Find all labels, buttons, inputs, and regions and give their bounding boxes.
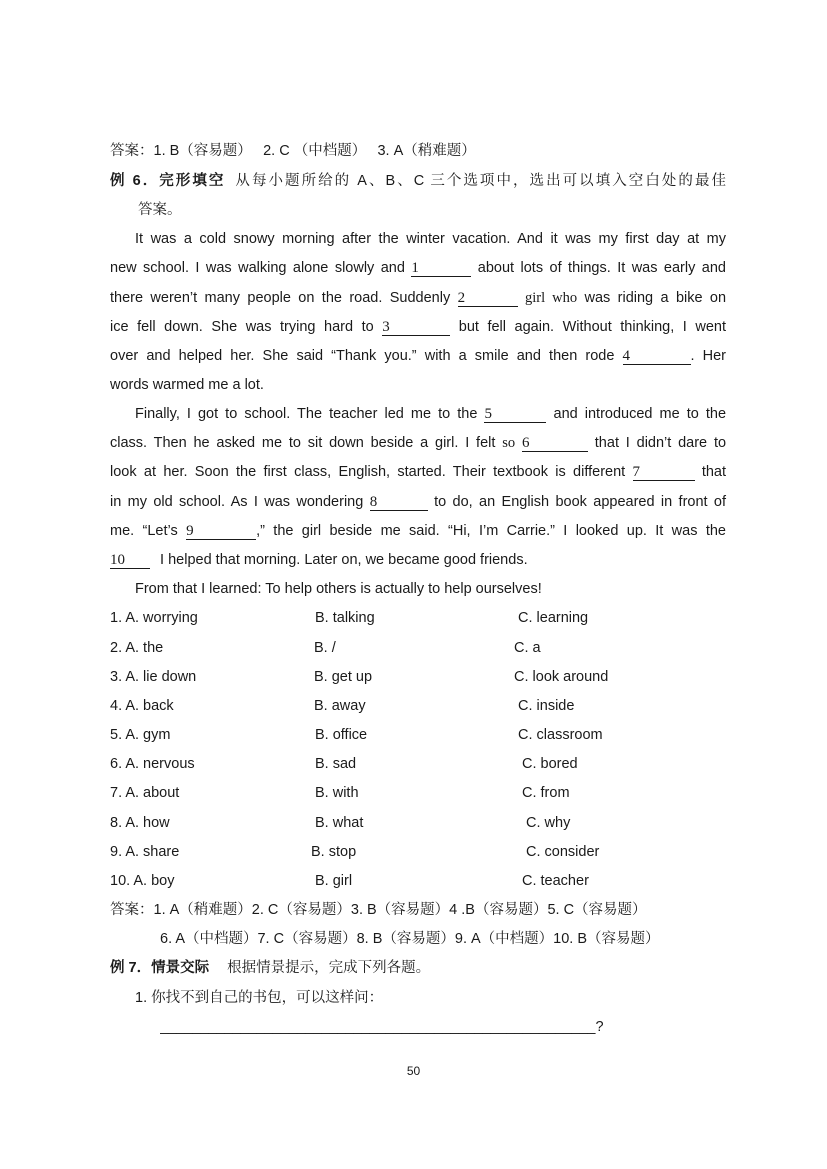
blank-4: 4 bbox=[623, 348, 691, 365]
passage-line-8: class. Then he asked me to sit down beside a girl. I felt so 6 that I didn’t dare to bbox=[110, 435, 727, 451]
option-row: 10. A. boy B. girl C. teacher bbox=[110, 873, 589, 889]
option-row: 2. A. the B. / C. a bbox=[110, 640, 541, 656]
answers-top: 答案：1. B（容易题） 2. C （中档题） 3. A（稍难题） bbox=[110, 143, 476, 159]
passage-line-3: there weren’t many people on the road. Suddenly 2 girl who was riding a bike on bbox=[110, 290, 727, 306]
passage-line-4: ice fell down. She was trying hard to 3 but fell again. Without thinking, I went bbox=[110, 319, 727, 335]
blank-6: 6 bbox=[522, 435, 588, 452]
example-7-label: 例 7．情景交际 bbox=[110, 960, 210, 976]
passage-line-12: 10 I helped that morning. Later on, we became good friends. bbox=[110, 552, 528, 568]
example-6-instruction: 从每小题所给的 A、B、C 三个选项中，选出可以填入空白处的最佳 bbox=[235, 173, 726, 189]
option-row: 8. A. how B. what C. why bbox=[110, 815, 571, 831]
option-row: 9. A. share B. stop C. consider bbox=[110, 844, 600, 860]
blank-7: 7 bbox=[633, 464, 695, 481]
blank-3: 3 bbox=[382, 319, 450, 336]
blank-1: 1 bbox=[411, 260, 471, 277]
passage-line-1: It was a cold snowy morning after the winter vacation. And it was my first day at my bbox=[135, 231, 726, 247]
blank-8: 8 bbox=[370, 494, 428, 511]
passage-line-9: look at her. Soon the first class, English, started. Their textbook is different 7 that bbox=[110, 464, 726, 480]
example-6-label: 例 6．完形填空 bbox=[110, 173, 226, 189]
example-7-heading bbox=[110, 958, 726, 978]
passage-line-6: words warmed me a lot. bbox=[110, 377, 264, 393]
blank-2: 2 bbox=[458, 290, 518, 307]
passage-line-13: From that I learned: To help others is actually to help ourselves! bbox=[135, 581, 542, 597]
option-row: 6. A. nervous B. sad C. bored bbox=[110, 756, 578, 772]
blank-10: 10 bbox=[110, 552, 150, 569]
example-6-heading bbox=[110, 171, 726, 191]
example-6-instruction-cont: 答案。 bbox=[138, 202, 182, 218]
option-row: 7. A. about B. with C. from bbox=[110, 785, 570, 801]
passage-line-2: new school. I was walking alone slowly and 1 about lots of things. It was early and bbox=[110, 260, 726, 276]
answers-example-6-line-2: 6. A（中档题）7. C（容易题）8. B（容易题）9. A（中档题）10. B（容易题） bbox=[160, 931, 660, 947]
passage-line-10: in my old school. As I was wondering 8 to do, an English book appeared in front of bbox=[110, 494, 727, 510]
passage-line-5: over and helped her. She said “Thank you.” with a smile and then rode 4 . Her bbox=[110, 348, 726, 364]
example-7-instruction: 根据情景提示，完成下列各题。 bbox=[227, 960, 431, 976]
answers-example-6-line-1: 答案：1. A（稍难题）2. C（容易题）3. B（容易题）4 .B（容易题）5. C（容易题） bbox=[110, 902, 647, 918]
answer-line: ______________________________________________________? bbox=[160, 1019, 604, 1035]
option-row: 5. A. gym B. office C. classroom bbox=[110, 727, 603, 743]
passage-line-11: me. “Let’s 9 ,” the girl beside me said. “Hi, I’m Carrie.” I looked up. It was the bbox=[110, 523, 726, 539]
option-row: 1. A. worrying B. talking C. learning bbox=[110, 610, 589, 626]
blank-9: 9 bbox=[186, 523, 256, 540]
blank-5: 5 bbox=[484, 406, 546, 423]
passage-line-7: Finally, I got to school. The teacher led me to the 5 and introduced me to the bbox=[135, 406, 727, 422]
page-number: 50 bbox=[406, 1064, 421, 1078]
example-7-question-1: 1. 你找不到自己的书包，可以这样问： bbox=[135, 990, 384, 1006]
option-row: 3. A. lie down B. get up C. look around bbox=[110, 669, 609, 685]
option-row: 4. A. back B. away C. inside bbox=[110, 698, 575, 714]
